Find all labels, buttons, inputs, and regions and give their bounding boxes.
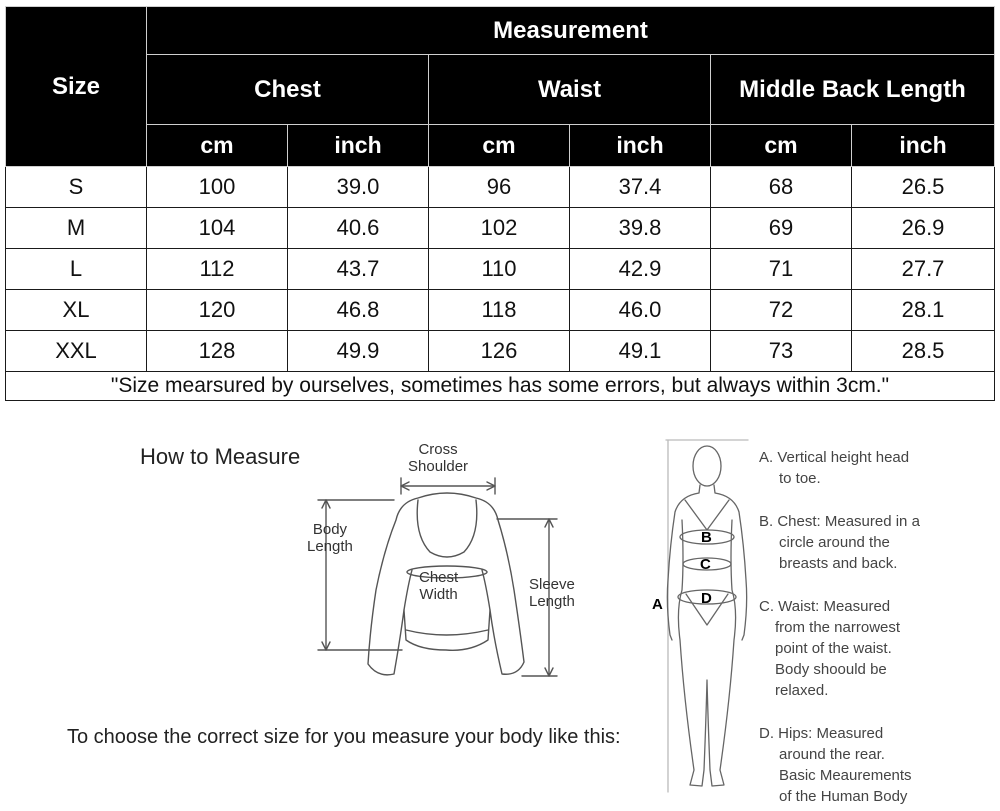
table-cell: 128	[147, 331, 288, 372]
label-line: Cross	[418, 441, 458, 458]
table-cell: 69	[711, 208, 852, 249]
label-line: Body	[312, 521, 348, 538]
label-line: Length	[529, 593, 575, 610]
guide-line: of the Human Body	[779, 788, 908, 805]
marker-b: B	[701, 529, 712, 546]
size-cell: XXL	[6, 331, 147, 372]
unit-header: cm	[147, 125, 288, 167]
guide-line: around the rear.	[779, 746, 885, 763]
guide-text-d	[759, 723, 912, 807]
measurement-note: "Size mearsured by ourselves, sometimes has some errors, but always within 3cm."	[6, 372, 995, 401]
figure-head	[693, 446, 721, 486]
guide-line: B. Chest: Measured in a	[759, 513, 920, 530]
table-cell: 27.7	[852, 249, 995, 290]
table-cell: 100	[147, 167, 288, 208]
guide-line: point of the waist.	[775, 640, 892, 657]
table-cell: 102	[429, 208, 570, 249]
table-cell: 39.8	[570, 208, 711, 249]
table-cell: 104	[147, 208, 288, 249]
guide-line: C. Waist: Measured	[759, 598, 891, 615]
label-line: Sleeve	[529, 576, 575, 593]
guide-line: Body shoould be	[775, 661, 887, 678]
table-cell: 28.5	[852, 331, 995, 372]
back-length-header: Middle Back Length	[711, 55, 995, 125]
unit-header: cm	[429, 125, 570, 167]
table-cell: 26.9	[852, 208, 995, 249]
unit-header: inch	[852, 125, 995, 167]
guide-line: to toe.	[779, 470, 821, 487]
label-line: Width	[419, 586, 458, 603]
table-cell: 37.4	[570, 167, 711, 208]
label-line: Chest	[419, 569, 459, 586]
marker-c: C	[700, 556, 711, 573]
instruction-text: To choose the correct size for you measure your body like this:	[67, 726, 621, 748]
marker-a: A	[652, 596, 663, 613]
table-cell: 43.7	[288, 249, 429, 290]
table-cell: 71	[711, 249, 852, 290]
table-cell: 112	[147, 249, 288, 290]
size-cell: XL	[6, 290, 147, 331]
table-cell: 96	[429, 167, 570, 208]
label-line: Length	[307, 538, 353, 555]
table-cell: 26.5	[852, 167, 995, 208]
guide-text-a	[759, 447, 909, 489]
unit-header: cm	[711, 125, 852, 167]
guide-line: A. Vertical height head	[759, 449, 910, 466]
guide-line: relaxed.	[775, 682, 829, 699]
table-cell: 126	[429, 331, 570, 372]
marker-d: D	[701, 590, 712, 607]
table-cell: 46.8	[288, 290, 429, 331]
table-cell: 110	[429, 249, 570, 290]
unit-header: inch	[288, 125, 429, 167]
guide-line: breasts and back.	[779, 555, 898, 572]
table-cell: 28.1	[852, 290, 995, 331]
guide-line: Basic Meaurements	[779, 767, 912, 784]
table-cell: 46.0	[570, 290, 711, 331]
measurement-header: Measurement	[147, 7, 995, 55]
guide-line: from the narrowest	[775, 619, 901, 636]
table-cell: 68	[711, 167, 852, 208]
table-cell: 72	[711, 290, 852, 331]
guide-text-c	[759, 596, 900, 701]
table-cell: 49.1	[570, 331, 711, 372]
table-cell: 49.9	[288, 331, 429, 372]
how-to-measure-title: How to Measure	[140, 444, 301, 469]
waist-header: Waist	[429, 55, 711, 125]
table-cell: 120	[147, 290, 288, 331]
size-header: Size	[6, 7, 147, 167]
table-cell: 42.9	[570, 249, 711, 290]
label-line: Shoulder	[408, 458, 469, 475]
guide-line: circle around the	[779, 534, 890, 551]
size-cell: L	[6, 249, 147, 290]
table-cell: 40.6	[288, 208, 429, 249]
table-cell: 73	[711, 331, 852, 372]
chest-header: Chest	[147, 55, 429, 125]
guide-line: D. Hips: Measured	[759, 725, 884, 742]
guide-text-b	[759, 511, 920, 574]
table-cell: 118	[429, 290, 570, 331]
unit-header: inch	[570, 125, 711, 167]
size-cell: S	[6, 167, 147, 208]
table-cell: 39.0	[288, 167, 429, 208]
size-cell: M	[6, 208, 147, 249]
